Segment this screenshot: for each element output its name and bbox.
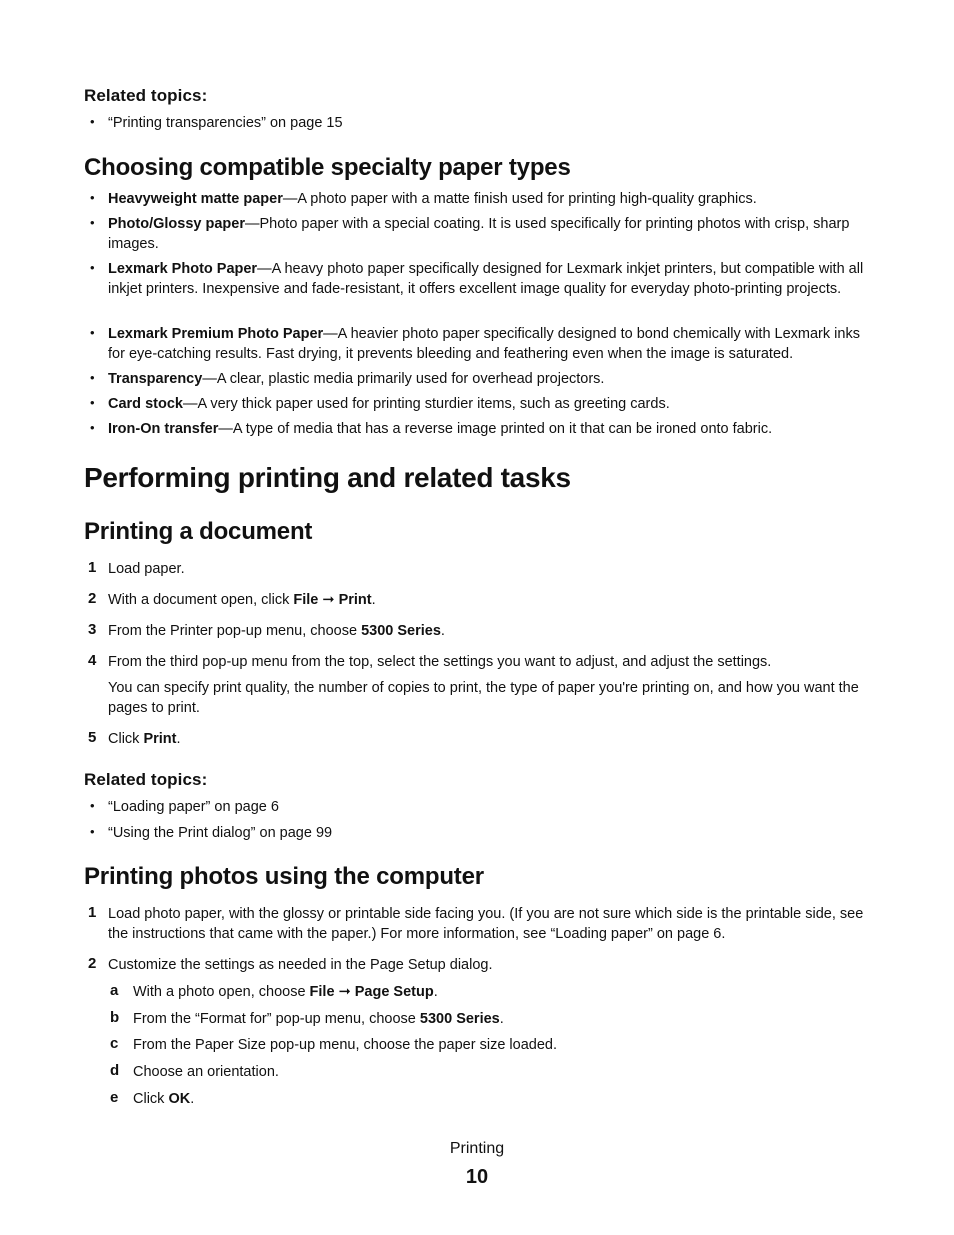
step-number: 2 — [88, 955, 97, 972]
step-text: With a document open, click File ➞ Print. — [108, 592, 376, 608]
related-topic-link[interactable]: “Printing transparencies” on page 15 — [108, 115, 343, 131]
bullet: • — [90, 824, 95, 839]
related-topic-link[interactable]: “Loading paper” on page 6 — [108, 799, 279, 815]
description: —A photo paper with a matte finish used for printing high-quality graphics. — [282, 191, 757, 207]
term: Card stock — [108, 396, 183, 412]
related-topics-heading: Related topics: — [84, 86, 208, 105]
term: Photo/Glossy paper — [108, 216, 245, 232]
step-text: Load paper. — [108, 561, 185, 577]
substep-letter: b — [110, 1009, 120, 1026]
term: Lexmark Premium Photo Paper — [108, 326, 324, 342]
bullet: • — [90, 395, 95, 410]
term: Lexmark Photo Paper — [108, 261, 258, 277]
substep-text: Click OK. — [133, 1091, 195, 1107]
section-title: Printing photos using the computer — [84, 863, 484, 890]
section-title: Choosing compatible specialty paper types — [84, 154, 571, 181]
arrow-icon: ➞ — [338, 984, 351, 1000]
substep-letter: e — [110, 1089, 119, 1106]
footer-section: Printing — [449, 1140, 505, 1157]
substep-text: From the Paper Size pop-up menu, choose the paper size loaded. — [133, 1037, 557, 1053]
bullet: • — [90, 325, 95, 340]
description: —A clear, plastic media primarily used for overhead projectors. — [202, 371, 605, 387]
step-number: 2 — [88, 590, 97, 607]
description: —A type of media that has a reverse image printed on it that can be ironed onto fabric. — [218, 421, 773, 437]
list-item — [108, 324, 872, 364]
substep-letter: a — [110, 982, 119, 999]
bullet: • — [90, 215, 95, 230]
step-note: You can specify print quality, the number of copies to print, the type of paper you're printing on, and how you want the pages to print. — [108, 680, 859, 716]
list-item — [108, 214, 872, 254]
description: —A heavy photo paper specifically designed for Lexmark inkjet printers, but compatible with all inkjet printers. Inexpensive and fade-resistant, it offers excellent image quality for everyday photo-printing projects. — [108, 261, 864, 297]
bullet: • — [90, 370, 95, 385]
arrow-icon: ➞ — [322, 592, 335, 608]
term: Transparency — [108, 371, 203, 387]
bullet: • — [90, 190, 95, 205]
page-number: 10 — [465, 1166, 489, 1188]
chapter-title: Performing printing and related tasks — [84, 462, 571, 493]
bullet: • — [90, 260, 95, 275]
step-text: Customize the settings as needed in the Page Setup dialog. — [108, 957, 493, 973]
bullet: • — [90, 798, 95, 813]
term: Heavyweight matte paper — [108, 191, 283, 207]
step-text: From the Printer pop-up menu, choose 5300 Series. — [108, 623, 445, 639]
bullet: • — [90, 114, 95, 129]
substep-letter: d — [110, 1062, 120, 1079]
list-item — [108, 259, 872, 299]
list-item — [108, 369, 872, 389]
term: Iron-On transfer — [108, 421, 219, 437]
description: —A heavier photo paper specifically designed to bond chemically with Lexmark inks for eye-catching results. Fast drying, it prevents bleeding and feathering even when the image is saturated. — [108, 326, 860, 362]
substep-letter: c — [110, 1035, 119, 1052]
related-topic-link[interactable]: “Using the Print dialog” on page 99 — [108, 825, 333, 841]
step-text: From the third pop-up menu from the top, select the settings you want to adjust, and adjust the settings. — [108, 654, 772, 670]
step-text: Click Print. — [108, 731, 181, 747]
bullet: • — [90, 420, 95, 435]
step-number: 4 — [88, 652, 97, 669]
list-item — [108, 189, 872, 209]
step-text: Load photo paper, with the glossy or printable side facing you. (If you are not sure which side is the printable side, see the instructions that came with the paper.) For more information, see “Loading paper” on page 6. — [108, 906, 864, 942]
list-item — [108, 394, 872, 414]
description: —Photo paper with a special coating. It is used specifically for printing photos with crisp, sharp images. — [108, 216, 850, 252]
step-number: 3 — [88, 621, 97, 638]
list-item — [108, 419, 872, 439]
description: —A very thick paper used for printing sturdier items, such as greeting cards. — [182, 396, 670, 412]
step-number: 1 — [88, 559, 97, 576]
substep-text: Choose an orientation. — [133, 1064, 279, 1080]
step-number: 5 — [88, 729, 97, 746]
section-title: Printing a document — [84, 518, 313, 545]
step-number: 1 — [88, 904, 97, 921]
substep-text: With a photo open, choose File ➞ Page Setup. — [133, 984, 438, 1000]
related-topics-heading: Related topics: — [84, 770, 208, 789]
substep-text: From the “Format for” pop-up menu, choose 5300 Series. — [133, 1011, 504, 1027]
